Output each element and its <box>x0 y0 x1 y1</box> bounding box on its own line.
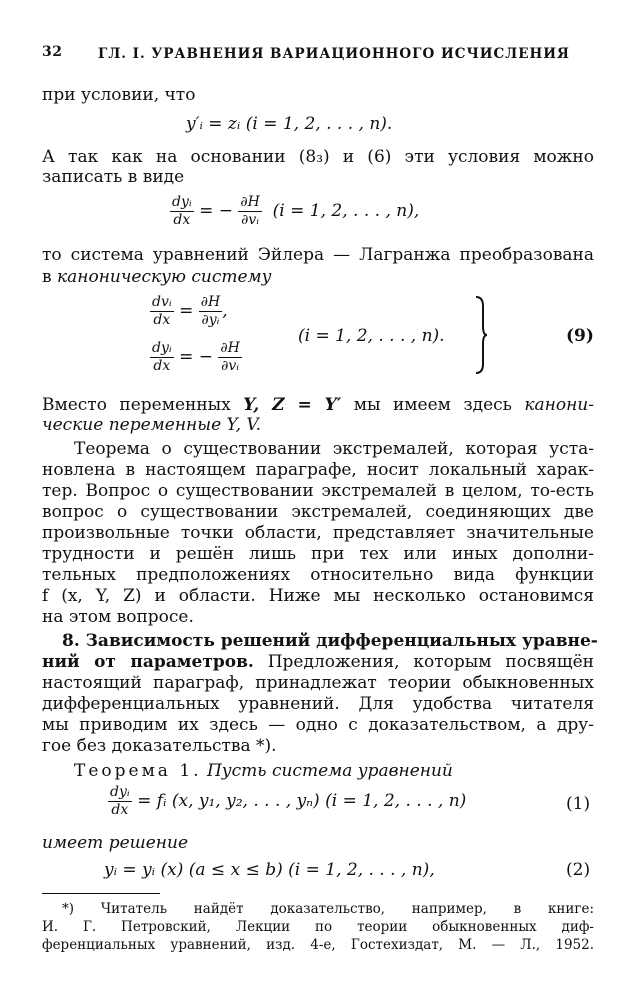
text-line: дифференциальных уравнений. Для удобства читателя <box>42 694 594 714</box>
text-line: произвольные точки области, представляет значительные <box>42 523 594 543</box>
text-line: имеет решение <box>42 833 189 853</box>
fraction: $\frac{\text{dyᵢ}}{dx}$ <box>172 194 192 228</box>
running-title: ГЛ. I. УРАВНЕНИЯ ВАРИАЦИОННОГО ИСЧИСЛЕНИЯ <box>98 46 570 62</box>
equation: $\frac{\text{dyᵢ}}{dx}$ = fᵢ (x, y₁, y₂, . . . , yₙ) (i = 1, 2, . . . , n) <box>110 784 467 818</box>
text-line: трудности и решён лишь при тех или иных дополни- <box>42 544 594 564</box>
running-header <box>42 44 592 64</box>
text-line: то система уравнений Эйлера — Лагранжа преобразована <box>42 245 594 265</box>
text-line: гое без доказательства *). <box>42 736 277 756</box>
equation-number: (1) <box>566 794 591 814</box>
footnote-line: *) Читатель найдёт доказательство, например, в книге: <box>62 901 594 917</box>
footnote-rule <box>42 893 160 894</box>
text-line: вопрос о существовании экстремалей, соединяющих две <box>42 502 594 522</box>
text-line: ческие переменные Y, V. <box>42 415 262 435</box>
equation: y′ᵢ = zᵢ (i = 1, 2, . . . , n). <box>186 114 393 134</box>
system-row-2: $\frac{\text{dyᵢ}}{dx}$ = − $\frac{\partial H}{\text{∂vᵢ}}$ <box>152 340 240 374</box>
text-line: при условии, что <box>42 85 196 105</box>
text-line: Вместо переменных Y, Z = Y′ мы имеем здесь канони- <box>42 395 594 415</box>
text-line: мы приводим их здесь — одно с доказательством, а дру- <box>42 715 594 735</box>
right-brace <box>474 296 488 374</box>
text-line: f (x, Y, Z) и области. Ниже мы несколько остановимся <box>42 586 594 606</box>
text-line: тельных предположениях относительно вида функции <box>42 565 594 585</box>
equation: $\frac{\text{dyᵢ}}{dx}$ = − $\frac{\partial H}{\text{∂vᵢ}}$ (i = 1, 2, . . . , n), <box>172 194 420 228</box>
text-line: новлена в настоящем параграфе, носит локальный харак- <box>42 460 594 480</box>
theorem-line: Теорема 1. Пусть система уравнений <box>74 761 453 781</box>
equation: yᵢ = yᵢ (x) (a ≤ x ≤ b) (i = 1, 2, . . . , n), <box>104 860 435 880</box>
footnote-line: ференциальных уравнений, изд. 4-е, Гостехиздат, М. — Л., 1952. <box>42 937 594 953</box>
fraction: $\frac{\partial H}{\text{∂vᵢ}}$ <box>240 194 260 228</box>
text-line: в каноническую систему <box>42 267 272 287</box>
text-line: тер. Вопрос о существовании экстремалей в целом, то-есть <box>42 481 594 501</box>
equation-number: (9) <box>566 326 594 346</box>
text-line: записать в виде <box>42 167 185 187</box>
equation-number: (2) <box>566 860 591 880</box>
section-heading: 8. Зависимость решений дифференциальных уравне- <box>62 631 598 651</box>
text-line: Теорема о существовании экстремалей, которая уста- <box>74 439 594 459</box>
page-number: 32 <box>42 44 63 60</box>
system-condition: (i = 1, 2, . . . , n). <box>298 326 445 346</box>
text-line: ний от параметров. Предложения, которым посвящён <box>42 652 594 672</box>
text-line: на этом вопросе. <box>42 607 194 627</box>
text-line: А так как на основании (8₃) и (6) эти условия можно <box>42 147 594 167</box>
text-line: настоящий параграф, принадлежат теории обыкновенных <box>42 673 594 693</box>
footnote-line: И. Г. Петровский, Лекции по теории обыкновенных диф- <box>42 919 594 935</box>
system-row-1: $\frac{\text{dvᵢ}}{dx}$ = $\frac{\partial H}{\text{∂yᵢ}}$ , <box>152 294 228 328</box>
